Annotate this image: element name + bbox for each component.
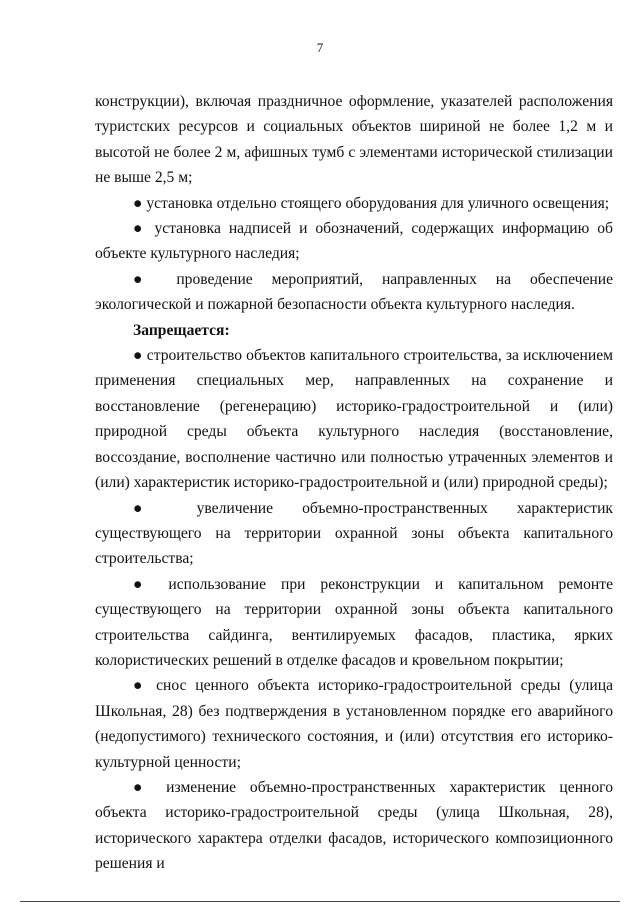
list-item-demolition: ● снос ценного объекта историко-градостроительной среды (улица Школьная, 28) без подтверждения в установленном порядке его аварийного (недопустимого) технического состояния, и (или) отсутствия его историко-культурной ценности; <box>95 677 613 771</box>
list-item-volume-increase: ● увеличение объемно-пространственных характеристик существующего на территории охранной зоны объекта капитального строительства; <box>95 499 613 568</box>
paragraph-continuation: конструкции), включая праздничное оформление, указателей расположения туристских ресурсов и социальных объектов шириной не более 1,2 м и высотой не более 2 м, афишных тумб с элементами исторической стилизации не выше 2,5 м; <box>95 93 613 187</box>
section-heading-prohibited: Запрещается: <box>133 321 230 339</box>
page-number: 7 <box>316 40 324 55</box>
list-item-capital-construction: ● строительство объектов капитального строительства, за исключением применения специальных мер, направленных на сохранение и восстановление (регенерацию) историко-градостроительной и (или) природной среды объекта культурного наследия (восстановление, воссоздание, восполнение частично или полностью утраченных элементов и (или) характеристик историко-градостроительной и (или) природной среды); <box>95 347 613 492</box>
list-item-facade-materials: ● использование при реконструкции и капитальном ремонте существующего на территории охранной зоны объекта капитального строительства сайдинга, вентилируемых фасадов, пластика, ярких колористических решений в отделке фасадов и кровельном покрытии; <box>95 575 613 669</box>
page-bottom-rule <box>20 901 620 902</box>
list-item-characteristics-change: ● изменение объемно-пространственных характеристик ценного объекта историко-градостроительной среды (улица Школьная, 28), исторического характера отделки фасадов, исторического композиционного решения и <box>95 778 613 873</box>
list-item-street-lighting: ● установка отдельно стоящего оборудования для уличного освещения; <box>133 194 610 212</box>
list-item-inscriptions: ● установка надписей и обозначений, содержащих информацию об объекте культурного наследия; <box>95 220 613 263</box>
document-body <box>95 89 613 877</box>
list-item-safety-measures: ● проведение мероприятий, направленных на обеспечение экологической и пожарной безопасности объекта культурного наследия. <box>95 270 613 314</box>
